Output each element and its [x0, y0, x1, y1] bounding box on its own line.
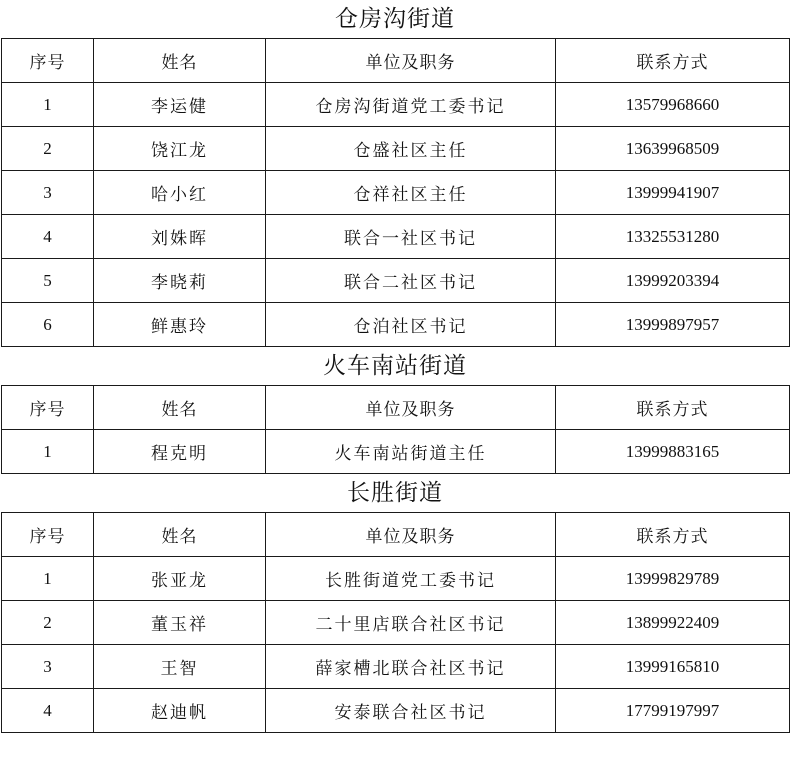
contact-table: [1, 38, 790, 347]
cell-unit: 联合一社区书记: [266, 215, 556, 259]
cell-name: 程克明: [94, 430, 266, 474]
header-phone: 联系方式: [556, 39, 790, 83]
table-row: [2, 259, 790, 303]
cell-name: 刘姝晖: [94, 215, 266, 259]
cell-seq: 3: [2, 645, 94, 689]
table-header-row: [2, 386, 790, 430]
cell-phone: 13899922409: [556, 601, 790, 645]
cell-seq: 1: [2, 557, 94, 601]
cell-seq: 2: [2, 601, 94, 645]
cell-unit: 联合二社区书记: [266, 259, 556, 303]
section-title: 仓房沟街道: [335, 6, 455, 32]
table-row: [2, 83, 790, 127]
cell-unit: 仓泊社区书记: [266, 303, 556, 347]
cell-unit: 二十里店联合社区书记: [266, 601, 556, 645]
cell-phone: 13999897957: [556, 303, 790, 347]
cell-seq: 1: [2, 83, 94, 127]
cell-phone: 13999829789: [556, 557, 790, 601]
cell-name: 董玉祥: [94, 601, 266, 645]
table-row: [2, 171, 790, 215]
header-unit: 单位及职务: [266, 39, 556, 83]
cell-seq: 4: [2, 215, 94, 259]
cell-name: 哈小红: [94, 171, 266, 215]
cell-seq: 3: [2, 171, 94, 215]
table-row: [2, 127, 790, 171]
cell-phone: 13999941907: [556, 171, 790, 215]
table-row: [2, 430, 790, 474]
header-name: 姓名: [94, 513, 266, 557]
cell-name: 张亚龙: [94, 557, 266, 601]
header-name: 姓名: [94, 39, 266, 83]
table-row: [2, 689, 790, 733]
cell-unit: 长胜街道党工委书记: [266, 557, 556, 601]
cell-seq: 6: [2, 303, 94, 347]
cell-phone: 13999165810: [556, 645, 790, 689]
header-seq: 序号: [2, 386, 94, 430]
header-phone: 联系方式: [556, 386, 790, 430]
cell-name: 李运健: [94, 83, 266, 127]
table-row: [2, 601, 790, 645]
cell-name: 王智: [94, 645, 266, 689]
cell-phone: 13579968660: [556, 83, 790, 127]
cell-name: 饶江龙: [94, 127, 266, 171]
header-unit: 单位及职务: [266, 386, 556, 430]
cell-name: 赵迪帆: [94, 689, 266, 733]
table-header-row: [2, 513, 790, 557]
cell-seq: 2: [2, 127, 94, 171]
cell-name: 鲜惠玲: [94, 303, 266, 347]
cell-unit: 仓祥社区主任: [266, 171, 556, 215]
cell-unit: 安泰联合社区书记: [266, 689, 556, 733]
cell-unit: 薛家槽北联合社区书记: [266, 645, 556, 689]
header-unit: 单位及职务: [266, 513, 556, 557]
cell-phone: 17799197997: [556, 689, 790, 733]
cell-phone: 13999883165: [556, 430, 790, 474]
table-row: [2, 303, 790, 347]
cell-seq: 4: [2, 689, 94, 733]
cell-seq: 1: [2, 430, 94, 474]
table-row: [2, 645, 790, 689]
section-title: 长胜街道: [347, 480, 443, 506]
table-row: [2, 557, 790, 601]
cell-phone: 13999203394: [556, 259, 790, 303]
contact-table: [1, 385, 790, 474]
header-name: 姓名: [94, 386, 266, 430]
cell-name: 李晓莉: [94, 259, 266, 303]
table-header-row: [2, 39, 790, 83]
cell-unit: 仓房沟街道党工委书记: [266, 83, 556, 127]
cell-phone: 13325531280: [556, 215, 790, 259]
cell-unit: 火车南站街道主任: [266, 430, 556, 474]
header-seq: 序号: [2, 513, 94, 557]
header-seq: 序号: [2, 39, 94, 83]
section-title: 火车南站街道: [323, 353, 467, 379]
cell-seq: 5: [2, 259, 94, 303]
header-phone: 联系方式: [556, 513, 790, 557]
cell-phone: 13639968509: [556, 127, 790, 171]
contact-table: [1, 512, 790, 733]
table-row: [2, 215, 790, 259]
cell-unit: 仓盛社区主任: [266, 127, 556, 171]
